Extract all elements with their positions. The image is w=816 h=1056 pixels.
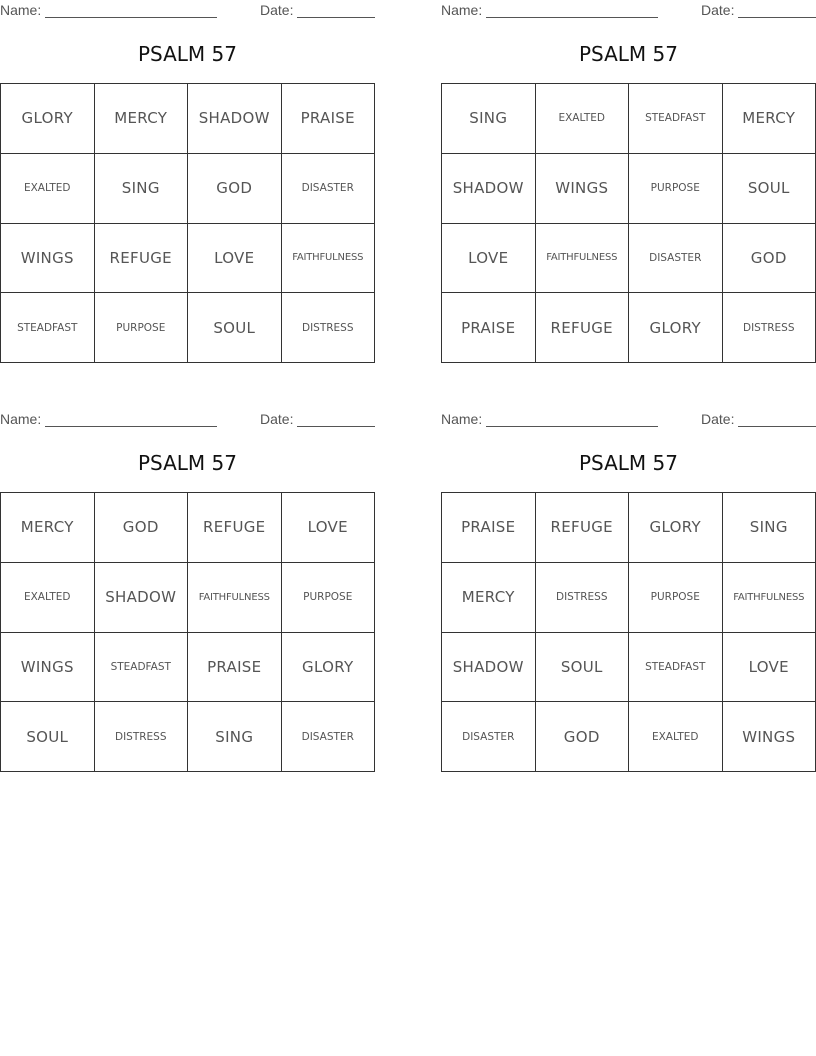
bingo-cell: PRAISE xyxy=(282,84,376,154)
bingo-cell: SOUL xyxy=(1,702,95,772)
bingo-cell: MERCY xyxy=(723,84,816,154)
date-label: Date: xyxy=(701,2,735,18)
bingo-cell: PURPOSE xyxy=(629,563,723,633)
bingo-cell: FAITHFULNESS xyxy=(723,563,816,633)
bingo-cell: PURPOSE xyxy=(95,293,189,363)
card-title: PSALM 57 xyxy=(578,42,678,66)
bingo-cell: SING xyxy=(188,702,282,772)
bingo-cell: FAITHFULNESS xyxy=(188,563,282,633)
card-header xyxy=(441,0,816,22)
bingo-cell: SHADOW xyxy=(188,84,282,154)
bingo-cell: WINGS xyxy=(536,154,630,224)
bingo-card-3 xyxy=(0,409,375,774)
bingo-cell: EXALTED xyxy=(1,563,95,633)
card-title: PSALM 57 xyxy=(137,42,237,66)
date-field-line xyxy=(297,426,375,427)
bingo-cell: DISASTER xyxy=(442,702,536,772)
bingo-cell: STEADFAST xyxy=(629,633,723,703)
date-field-line xyxy=(297,17,375,18)
bingo-cell: PRAISE xyxy=(188,633,282,703)
bingo-cell: SOUL xyxy=(536,633,630,703)
bingo-cell: FAITHFULNESS xyxy=(536,224,630,294)
bingo-cell: WINGS xyxy=(1,633,95,703)
bingo-cell: SING xyxy=(95,154,189,224)
bingo-cell: MERCY xyxy=(95,84,189,154)
bingo-cell: SING xyxy=(442,84,536,154)
bingo-cell: GOD xyxy=(536,702,630,772)
bingo-cell: LOVE xyxy=(442,224,536,294)
name-label: Name: xyxy=(441,2,483,18)
bingo-cell: EXALTED xyxy=(629,702,723,772)
bingo-cell: LOVE xyxy=(188,224,282,294)
name-field-line xyxy=(45,17,217,18)
bingo-cell: DISTRESS xyxy=(536,563,630,633)
name-label: Name: xyxy=(0,2,42,18)
bingo-cell: EXALTED xyxy=(536,84,630,154)
bingo-cell: MERCY xyxy=(1,493,95,563)
bingo-cell: FAITHFULNESS xyxy=(282,224,376,294)
card-header xyxy=(0,409,375,431)
name-label: Name: xyxy=(0,411,42,427)
card-title: PSALM 57 xyxy=(137,451,237,475)
bingo-cell: GLORY xyxy=(629,493,723,563)
bingo-cell: DISTRESS xyxy=(95,702,189,772)
bingo-cell: DISASTER xyxy=(282,702,376,772)
bingo-cell: GOD xyxy=(723,224,816,294)
bingo-cell: STEADFAST xyxy=(629,84,723,154)
name-field-line xyxy=(45,426,217,427)
bingo-cell: LOVE xyxy=(282,493,376,563)
date-label: Date: xyxy=(701,411,735,427)
bingo-card-2 xyxy=(441,0,816,365)
bingo-card-4 xyxy=(441,409,816,774)
bingo-cell: SING xyxy=(723,493,816,563)
bingo-cell: DISASTER xyxy=(282,154,376,224)
bingo-cell: GLORY xyxy=(629,293,723,363)
bingo-cell: REFUGE xyxy=(95,224,189,294)
bingo-cell: EXALTED xyxy=(1,154,95,224)
name-field-line xyxy=(486,426,658,427)
bingo-cell: MERCY xyxy=(442,563,536,633)
card-header xyxy=(0,0,375,22)
date-field-line xyxy=(738,17,816,18)
bingo-cell: SOUL xyxy=(723,154,816,224)
bingo-cell: PRAISE xyxy=(442,493,536,563)
bingo-grid xyxy=(441,492,816,772)
bingo-cell: GOD xyxy=(188,154,282,224)
bingo-card-1 xyxy=(0,0,375,365)
bingo-cell: GLORY xyxy=(282,633,376,703)
date-label: Date: xyxy=(260,411,294,427)
card-header xyxy=(441,409,816,431)
bingo-grid xyxy=(441,83,816,363)
bingo-cell: DISTRESS xyxy=(282,293,376,363)
bingo-cell: REFUGE xyxy=(536,293,630,363)
card-title: PSALM 57 xyxy=(578,451,678,475)
name-field-line xyxy=(486,17,658,18)
bingo-cell: DISASTER xyxy=(629,224,723,294)
bingo-cell: PURPOSE xyxy=(282,563,376,633)
bingo-cell: REFUGE xyxy=(536,493,630,563)
bingo-cell: STEADFAST xyxy=(1,293,95,363)
bingo-cell: PRAISE xyxy=(442,293,536,363)
bingo-grid xyxy=(0,83,375,363)
date-label: Date: xyxy=(260,2,294,18)
bingo-cell: LOVE xyxy=(723,633,816,703)
name-label: Name: xyxy=(441,411,483,427)
bingo-cell: SHADOW xyxy=(442,154,536,224)
bingo-cell: REFUGE xyxy=(188,493,282,563)
bingo-cell: WINGS xyxy=(723,702,816,772)
bingo-cell: DISTRESS xyxy=(723,293,816,363)
bingo-cell: SOUL xyxy=(188,293,282,363)
bingo-cell: GLORY xyxy=(1,84,95,154)
bingo-cell: STEADFAST xyxy=(95,633,189,703)
bingo-cell: PURPOSE xyxy=(629,154,723,224)
bingo-cell: GOD xyxy=(95,493,189,563)
bingo-cell: WINGS xyxy=(1,224,95,294)
bingo-cell: SHADOW xyxy=(442,633,536,703)
bingo-cell: SHADOW xyxy=(95,563,189,633)
date-field-line xyxy=(738,426,816,427)
bingo-grid xyxy=(0,492,375,772)
